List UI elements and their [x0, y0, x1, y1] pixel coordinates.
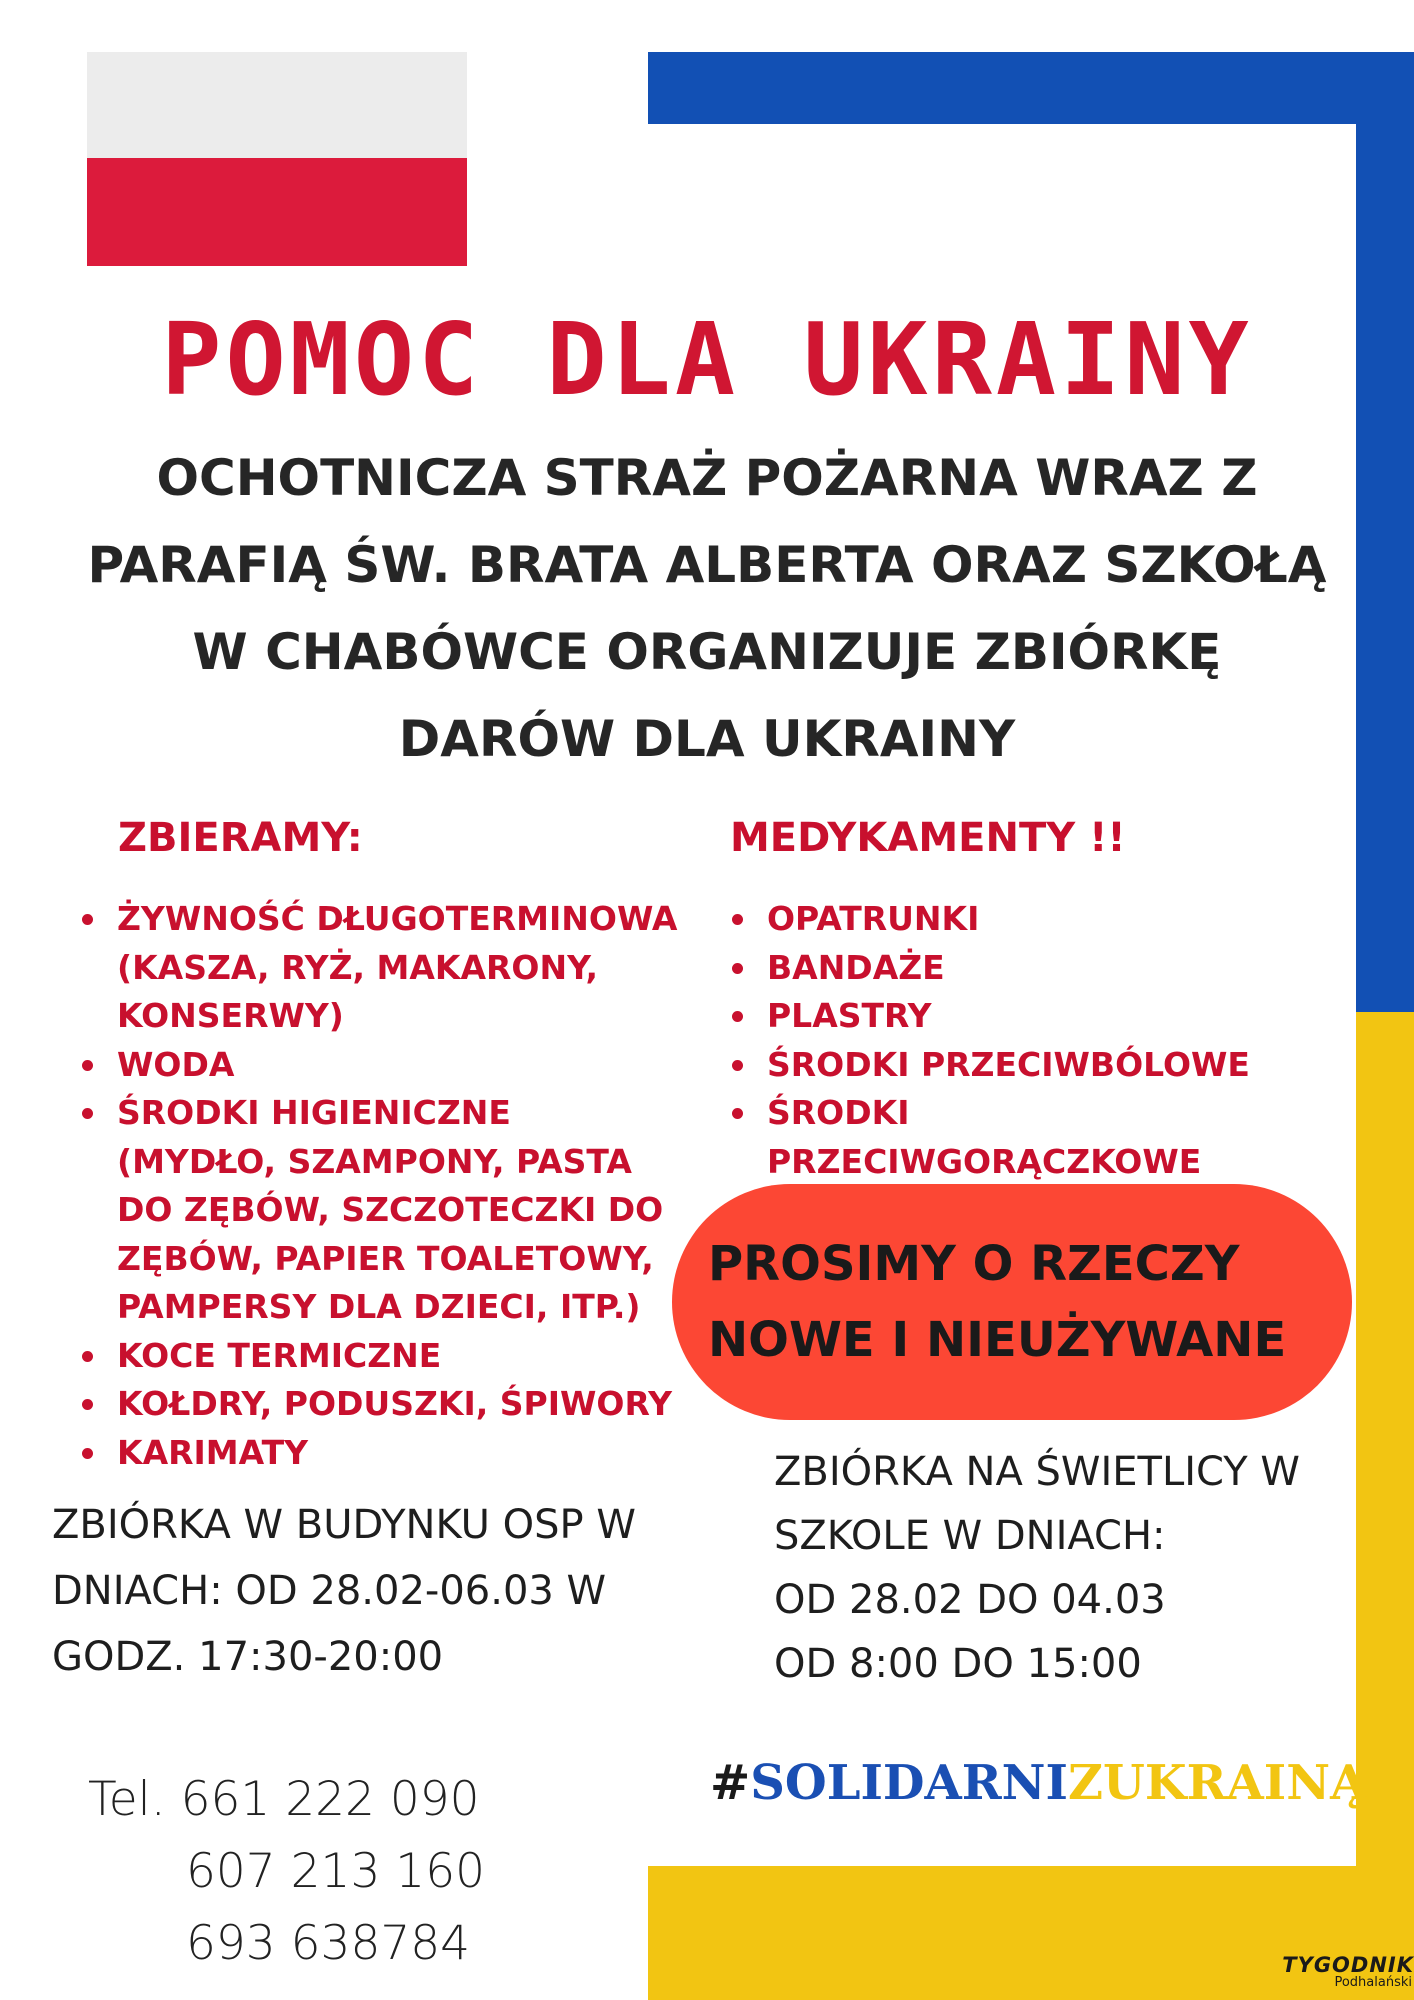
list-item: ŚRODKI PRZECIWGORĄCZKOWE: [730, 1089, 1350, 1186]
info-line: GODZ. 17:30-20:00: [52, 1634, 444, 1680]
hashtag-part-yellow: ZUKRAINĄ: [1067, 1755, 1368, 1811]
notice-badge: [672, 1184, 1352, 1420]
info-line: ZBIÓRKA W BUDYNKU OSP W: [52, 1502, 636, 1548]
info-line: SZKOLE W DNIACH:: [774, 1513, 1166, 1559]
list-item: OPATRUNKI: [730, 895, 1350, 944]
collect-heading: ZBIERAMY:: [118, 815, 363, 861]
hashtag-symbol: #: [710, 1755, 751, 1811]
info-line: ZBIÓRKA NA ŚWIETLICY W: [774, 1449, 1300, 1495]
hashtag: [710, 1755, 1367, 1811]
osp-collection-info: [52, 1492, 636, 1690]
list-item: WODA: [80, 1041, 680, 1090]
page-title: POMOC DLA UKRAINY: [161, 301, 1253, 418]
list-item: KARIMATY: [80, 1429, 680, 1478]
notice-line: PROSIMY O RZECZY: [708, 1236, 1240, 1292]
watermark-line: TYGODNIK: [1282, 1953, 1414, 1977]
frame-yellow-side: [1356, 1012, 1414, 2000]
info-line: OD 8:00 DO 15:00: [774, 1641, 1142, 1687]
subtitle-line: DARÓW DLA UKRAINY: [398, 710, 1016, 768]
hashtag-part-blue: SOLIDARNI: [750, 1755, 1068, 1811]
phone-line: 693 638784: [186, 1916, 471, 1971]
list-item: ŻYWNOŚĆ DŁUGOTERMINOWA (KASZA, RYŻ, MAKARONY, KONSERWY): [80, 895, 680, 1041]
phone-line: 607 213 160: [186, 1844, 486, 1899]
medicine-list: [730, 895, 1350, 1186]
collect-list: [80, 895, 680, 1477]
watermark-line: Podhalański: [1334, 1975, 1412, 1990]
frame-blue-top: [648, 52, 1414, 124]
medicine-heading: MEDYKAMENTY !!: [730, 815, 1126, 861]
publisher-watermark: [1228, 1954, 1414, 2000]
subtitle: [60, 435, 1354, 783]
info-line: DNIACH: OD 28.02-06.03 W: [52, 1568, 607, 1614]
phone-numbers: [88, 1764, 485, 1980]
list-item: KOŁDRY, PODUSZKI, ŚPIWORY: [80, 1380, 680, 1429]
subtitle-line: OCHOTNICZA STRAŻ POŻARNA WRAZ Z: [156, 449, 1258, 507]
phone-line: Tel. 661 222 090: [88, 1772, 480, 1827]
frame-blue-side: [1356, 52, 1414, 1012]
polish-flag-red-stripe: [87, 158, 467, 266]
info-line: OD 28.02 DO 04.03: [774, 1577, 1166, 1623]
school-collection-info: [774, 1440, 1300, 1696]
notice-line: NOWE I NIEUŻYWANE: [708, 1312, 1287, 1368]
list-item: ŚRODKI HIGIENICZNE (MYDŁO, SZAMPONY, PASTA DO ZĘBÓW, SZCZOTECZKI DO ZĘBÓW, PAPIER TOALETOWY, PAMPERSY DLA DZIECI, ITP.): [80, 1089, 680, 1332]
subtitle-line: W CHABÓWCE ORGANIZUJE ZBIÓRKĘ: [192, 623, 1222, 681]
list-item: PLASTRY: [730, 992, 1350, 1041]
list-item: BANDAŻE: [730, 944, 1350, 993]
polish-flag-white-stripe: [87, 52, 467, 158]
list-item: ŚRODKI PRZECIWBÓLOWE: [730, 1041, 1350, 1090]
list-item: KOCE TERMICZNE: [80, 1332, 680, 1381]
subtitle-line: PARAFIĄ ŚW. BRATA ALBERTA ORAZ SZKOŁĄ: [87, 536, 1327, 594]
